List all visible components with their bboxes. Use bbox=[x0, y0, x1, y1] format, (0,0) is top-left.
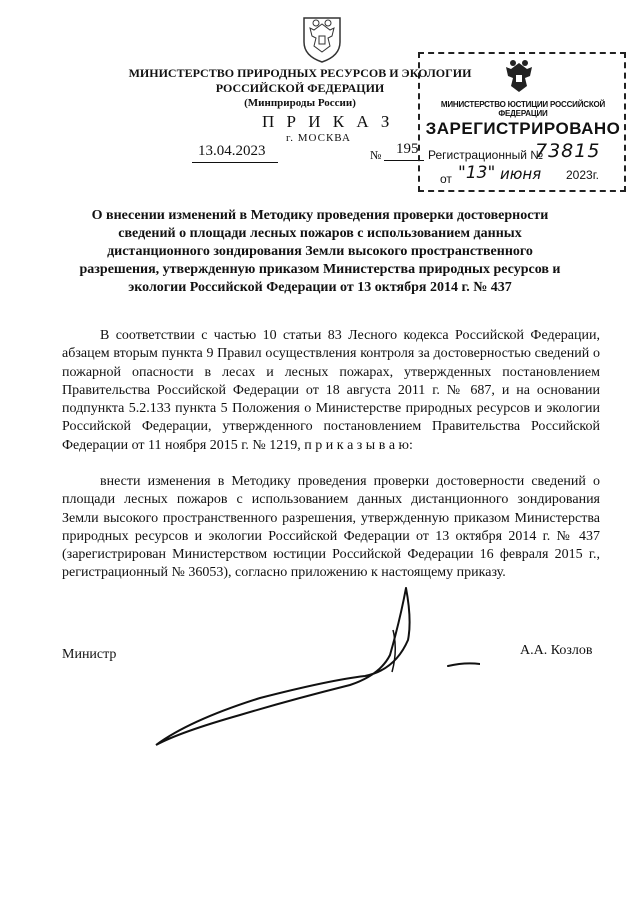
date-underline bbox=[192, 162, 278, 163]
number-sign: № bbox=[370, 148, 382, 162]
stamp-reg-label: Регистрационный № bbox=[428, 148, 544, 162]
document-title: О внесении изменений в Методику проведения проверки достоверности сведений о площади лесных пожаров с использованием данных дистанционного зондирования Земли высокого пространственного разрешения, утвержденную приказом Министерства природных ресурсов и экологии Российской Федерации от 13 октября 2014 г. № 437 bbox=[79, 208, 561, 295]
stamp-reg-number: 73815 bbox=[535, 140, 601, 162]
signatory-position: Министр bbox=[62, 647, 117, 662]
signatory-name: А.А. Козлов bbox=[520, 643, 593, 658]
stamp-status: ЗАРЕГИСТРИРОВАНО bbox=[425, 119, 621, 138]
stamp-ministry: МИНИСТЕРСТВО ЮСТИЦИИ РОССИЙСКОЙ ФЕДЕРАЦИИ bbox=[440, 100, 606, 118]
stamp-date-year: 2023г. bbox=[566, 168, 599, 182]
ministry-line2: РОССИЙСКОЙ ФЕДЕРАЦИИ bbox=[215, 81, 385, 95]
stamp-date-prefix: от bbox=[440, 172, 452, 186]
stamp-date-month: июня bbox=[500, 165, 542, 183]
body-paragraph-1: В соответствии с частью 10 статьи 83 Лесного кодекса Российской Федерации, абзацем вторым пункта 9 Правил осуществления контроля за достоверностью сведений о пожарной опасности в лесах и лесных пожарах, утвержденных постановлением Правительства Российской Федерации от 18 августа 2011 г. № 687, и на основании подпункта 5.2.133 пункта 5 Положения о Министерстве природных ресурсов и экологии Российской Федерации, утвержденного постановлением Правительства Российской Федерации от 11 ноября 2015 г. № 1219, п р и к а з ы в а ю: bbox=[62, 328, 600, 453]
handwritten-signature bbox=[150, 580, 480, 750]
stamp-emblem-icon bbox=[500, 57, 538, 99]
document-number: 195 bbox=[396, 141, 419, 157]
document-city: г. МОСКВА bbox=[286, 132, 351, 144]
document-date: 13.04.2023 bbox=[198, 143, 266, 159]
body-paragraph-2: внести изменения в Методику проведения проверки достоверности сведений о площади лесных пожаров с использованием данных дистанционного зондирования Земли высокого пространственного разрешения, утвержденную приказом Министерства природных ресурсов и экологии Российской Федерации от 13 октября 2014 г. № 437 (зарегистрирован Министерством юстиции Российской Федерации 16 февраля 2015 г., регистрационный № 36053), согласно приложению к настоящему приказу. bbox=[62, 474, 600, 581]
document-type: П Р И К А З bbox=[262, 112, 394, 131]
stamp-date-day: "13" bbox=[458, 163, 496, 183]
coat-of-arms-emblem bbox=[300, 12, 344, 64]
ministry-line1: МИНИСТЕРСТВО ПРИРОДНЫХ РЕСУРСОВ И ЭКОЛОГИИ bbox=[128, 66, 472, 80]
ministry-short-name: (Минприроды России) bbox=[244, 97, 356, 109]
